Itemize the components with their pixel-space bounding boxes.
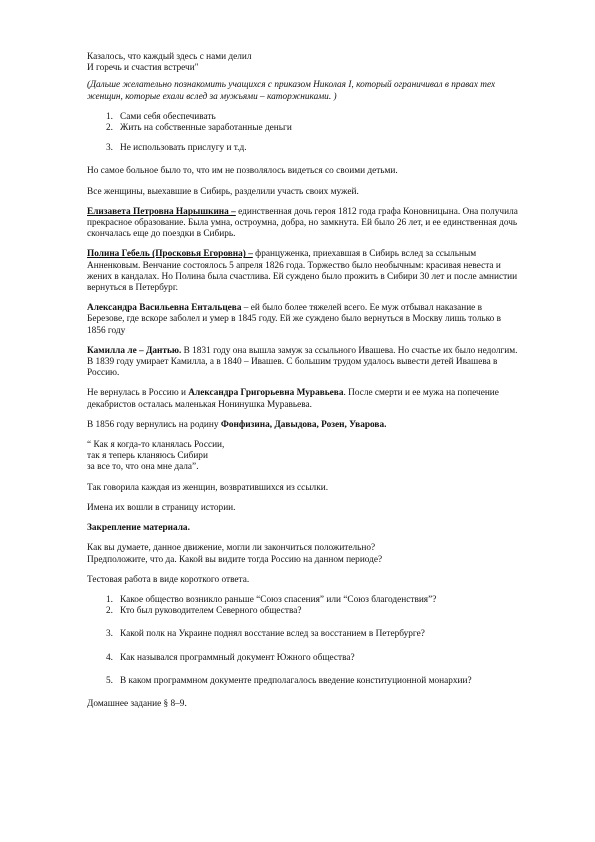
list-text: В каком программном документе предполагалось введение конституционной монархии?: [120, 675, 472, 686]
list-number: 4.: [106, 652, 113, 663]
list-item: [87, 606, 519, 617]
name-gebl: Полина Гебель (Просковья Егоровна) –: [87, 249, 253, 260]
name-entaltseva: Александра Васильевна Ентальцева: [87, 303, 242, 314]
question-line-2: Предположите, что да. Какой вы видите тогда Россию на данном периоде?: [87, 554, 383, 565]
poem-bottom-line-3: за все то, что она мне дала”.: [87, 462, 199, 473]
heading-consolidation: Закрепление материала.: [87, 523, 190, 534]
paragraph-children: Но самое больное было то, что им не позволялось видеться со своими детьми.: [87, 166, 398, 177]
pre-returned: В 1856 году вернулись на родину: [87, 419, 221, 430]
list-text: Не использовать прислугу и т.д.: [120, 143, 247, 154]
paragraph-muravyeva: [87, 388, 519, 410]
list-text: Сами себя обеспечивать: [120, 111, 216, 122]
poem-top-line-2: И горечь и счастия встречи": [87, 63, 199, 74]
test-list: [87, 595, 519, 687]
text-gebl: француженка, приехавшая в Сибирь вслед за ссыльным Анненковым. Венчание состоялось 5 апреля 1826 года. Торжество было необычным: красивая невеста и жених в кандалах. Но Полина была счастлива. Ей суждено было прожить в Сибири 30 лет и после амнистии вернуться в Петербург.: [87, 249, 518, 294]
paragraph-shared-fate: Все женщины, выехавшие в Сибирь, разделили участь своих мужей.: [87, 186, 359, 197]
list-item: [87, 676, 519, 687]
list-item: [87, 123, 519, 134]
paragraph-naryshkina: [87, 207, 519, 241]
teacher-note: (Дальше желательно познакомить учащихся с приказом Николая I, который ограничивал в правах тех женщин, которые ехали вслед за мужьями – каторжниками. ): [87, 80, 496, 102]
list-text: Жить на собственные заработанные деньги: [120, 123, 292, 134]
homework: Домашнее задание § 8–9.: [87, 698, 187, 709]
list-number: 1.: [106, 594, 113, 605]
paragraph-entaltseva: [87, 303, 519, 337]
list-text: Какое общество возникло раньше “Союз спасения” или “Союз благоденствия”?: [120, 594, 437, 605]
list-item: [87, 629, 519, 640]
poem-top-line-1: Казалось, что каждый здесь с нами делил: [87, 52, 252, 62]
text-dantu: В 1831 году она вышла замуж за ссыльного Ивашева. Но счастье их было недолгим. В 1839 году умирает Камилла, а в 1840 – Ивашев. С большим трудом удалось вывести детей Ивашева в Россию.: [87, 345, 518, 379]
paragraph-gebl: [87, 249, 519, 294]
test-intro: Тестовая работа в виде короткого ответа.: [87, 574, 250, 585]
list-text: Какой полк на Украине поднял восстание вслед за восстанием в Петербурге?: [120, 629, 425, 640]
text-naryshkina: единственная дочь героя 1812 года графа Коновницына. Она получила прекрасное образование. Была умна, остроумна, добра, но замкнута. Ей было 26 лет, и ее единственная дочь скончалась еще до поездки в Сибирь.: [87, 206, 518, 240]
restrictions-list: [87, 112, 519, 155]
list-text: Как назывался программный документ Южного общества?: [120, 652, 355, 663]
document-page: [87, 52, 519, 710]
list-number: 1.: [106, 111, 113, 122]
question-line-1: Как вы думаете, данное движение, могли ли закончиться положительно?: [87, 543, 376, 554]
paragraph-dantu: [87, 346, 519, 380]
text-entaltseva: – ей было более тяжелей всего. Ее муж отбывал наказание в Березове, где вскоре заболел и умер в 1845 году. Ей же суждено было вернуться в Москву лишь только в 1856 году: [87, 303, 502, 336]
list-number: 3.: [106, 143, 113, 154]
name-dantu: Камилла ле – Дантью.: [87, 345, 182, 356]
paragraph-names: Имена их вошли в страницу истории.: [87, 502, 236, 513]
list-number: 5.: [106, 675, 113, 686]
list-number: 2.: [106, 606, 113, 617]
poem-bottom-line-1: “ Как я когда-то кланялась России,: [87, 440, 225, 451]
list-number: 2.: [106, 123, 113, 134]
paragraph-said: Так говорила каждая из женщин, возвратившихся из ссылки.: [87, 482, 329, 493]
list-item: [87, 595, 519, 606]
list-item: [87, 112, 519, 123]
list-text: Кто был руководителем Северного общества?: [120, 606, 302, 617]
text-muravyeva: . После смерти и ее мужа на попечение декабристов осталась маленькая Нонинушка Муравьева.: [87, 388, 499, 410]
poem-bottom-line-2: так я теперь кланяюсь Сибири: [87, 451, 208, 462]
list-number: 3.: [106, 629, 113, 640]
name-naryshkina: Елизавета Петровна Нарышкина –: [87, 206, 236, 217]
list-item: [87, 143, 519, 154]
names-returned: Фонфизина, Давыдова, Розен, Уварова.: [220, 419, 387, 430]
name-muravyeva: Александра Григорьевна Муравьева: [188, 388, 344, 399]
list-item: [87, 653, 519, 664]
paragraph-returned: [87, 420, 519, 431]
pre-muravyeva: Не вернулась в Россию и: [87, 388, 189, 399]
